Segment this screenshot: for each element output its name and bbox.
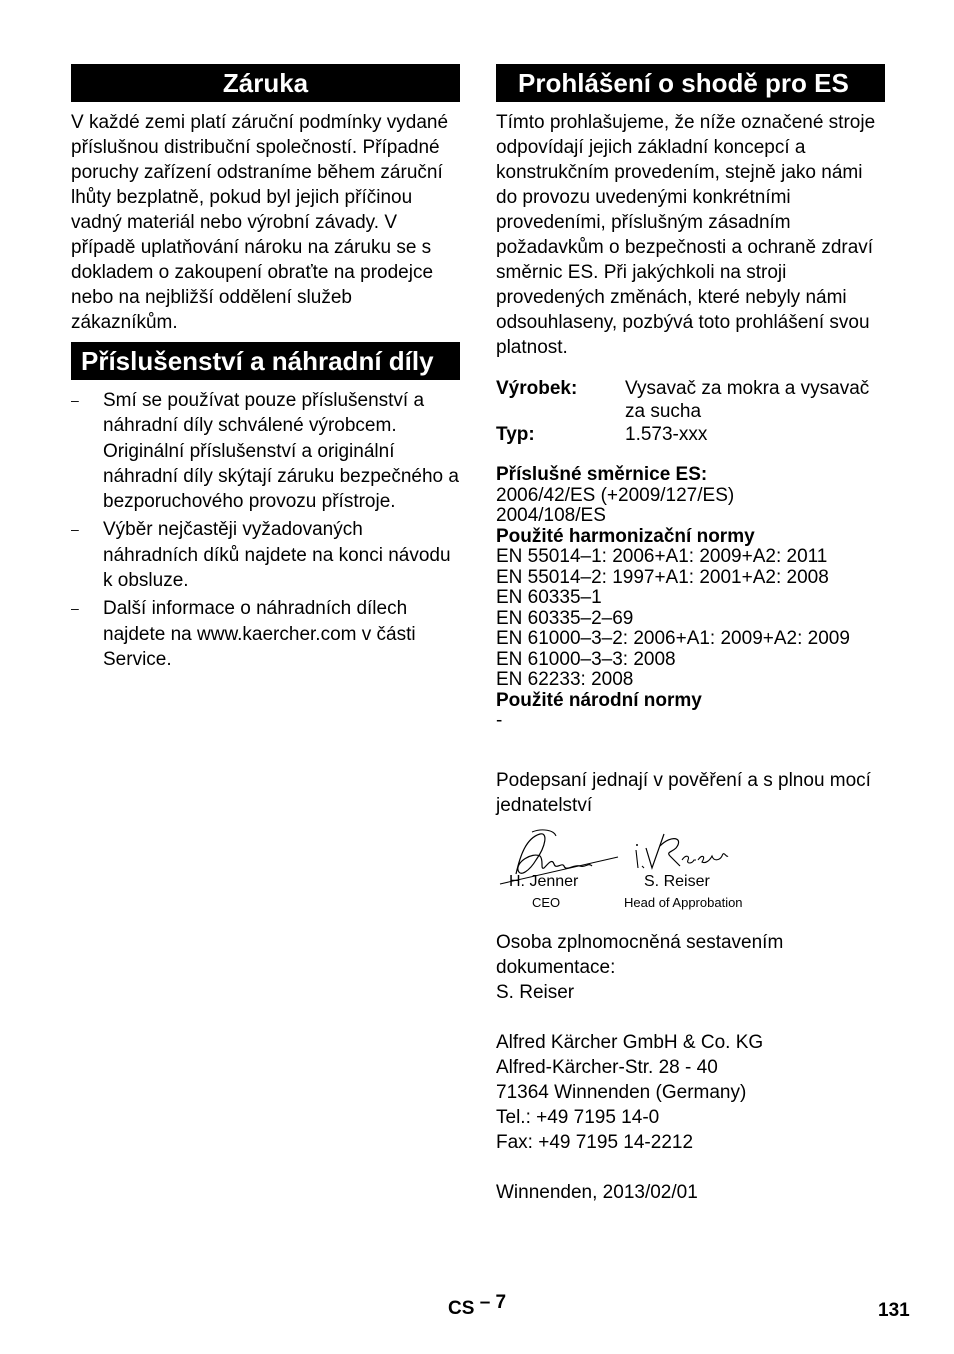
product-label: Výrobek: (496, 378, 578, 399)
standard-line: EN 61000–3–3: 2008 (496, 648, 676, 670)
signatories-text: Podepsaní jednají v pověření a s plnou mocí jednatelství (496, 769, 871, 816)
bullet-dash: – (71, 600, 79, 617)
declaration-heading: Prohlášení o shodě pro ES (496, 64, 885, 102)
standard-line: EN 60335–1 (496, 587, 602, 608)
right-column (496, 64, 885, 1205)
directive-line: 2006/42/ES (+2009/127/ES) (496, 484, 735, 506)
accessories-list (71, 388, 460, 672)
list-item: – Výběr nejčastěji vyžadovaných náhradních díků najdete na konci návodu k obsluze. (71, 519, 451, 592)
standard-line: EN 61000–3–2: 2006+A1: 2009+A2: 2009 (496, 628, 850, 649)
national-value: - (496, 710, 503, 731)
page-number: 131 (878, 1300, 910, 1321)
signature-name-reiser: S. Reiser (644, 872, 710, 890)
address-line: Tel.: +49 7195 14-0 (496, 1106, 660, 1128)
type-label: Typ: (496, 424, 535, 445)
standards-block (496, 465, 885, 732)
authorized-text: Osoba zplnomocněná sestavením dokumentace: (496, 931, 784, 978)
list-item: – Další informace o náhradních dílech najdete na www.kaercher.com v části Service. (71, 598, 416, 670)
standard-line: EN 62233: 2008 (496, 669, 634, 690)
footer-lang: CS (448, 1298, 475, 1319)
warranty-heading: Záruka (71, 64, 460, 102)
address-line: Alfred-Kärcher-Str. 28 - 40 (496, 1056, 718, 1078)
address-line: 71364 Winnenden (Germany) (496, 1081, 747, 1103)
signature-role-jenner: CEO (532, 894, 561, 910)
address-line: Alfred Kärcher GmbH & Co. KG (496, 1031, 764, 1053)
place-date: Winnenden, 2013/02/01 (496, 1181, 698, 1203)
standard-line: EN 60335–2–69 (496, 607, 634, 629)
bullet-dash: – (71, 392, 79, 408)
directive-line: 2004/108/ES (496, 505, 606, 526)
footer-section-page: – 7 (479, 1292, 507, 1313)
product-info (496, 377, 885, 446)
left-column (71, 64, 460, 672)
standard-line: EN 55014–1: 2006+A1: 2009+A2: 2011 (496, 546, 828, 567)
address-line: Fax: +49 7195 14-2212 (496, 1131, 694, 1153)
bullet-dash: – (71, 521, 79, 538)
footer-section (448, 1292, 507, 1320)
accessories-heading: Příslušenství a náhradní díly (71, 342, 460, 380)
directives-heading: Příslušné směrnice ES: (496, 464, 708, 485)
signature-area (496, 826, 885, 918)
signature-role-reiser: Head of Approbation (624, 894, 743, 910)
authorized-name: S. Reiser (496, 981, 575, 1003)
warranty-text: V každé zemi platí záruční podmínky vydané příslušnou distribuční společností. Případné poruchy zařízení odstraníme během záruční lhůty bezplatně, pokud byl jejich příčinou vadný materiál nebo výrobní závady. V případě uplatňování nároku na záruku se s dokladem o zakoupení obraťte na prodejce nebo na nejbližší oddělení služeb zákazníkům. (71, 112, 449, 333)
company-address (496, 1030, 885, 1155)
standard-line: EN 55014–2: 1997+A1: 2001+A2: 2008 (496, 566, 829, 588)
product-value: Vysavač za mokra a vysavač za sucha (625, 378, 870, 422)
harmonized-heading: Použité harmonizační normy (496, 525, 755, 547)
list-item: – Smí se používat pouze příslušenství a náhradní díly schválené výrobcem. Originální příslušenství a originální náhradní díly skýtají záruku bezpečného a bezporuchového provozu přístroje. (71, 390, 459, 513)
declaration-intro: Tímto prohlašujeme, že níže označené stroje odpovídají jejich základní koncepcí a konstrukčním provedením, stejně jako námi do provozu uvedenými konkrétními provedeními, příslušným zásadním požadavkům o bezpečnosti a ochraně zdraví směrnic ES. Při jakýchkoli na stroji provedených změnách, které nebyly námi odsouhlaseny, pozbývá toto prohlášení svou platnost. (496, 112, 876, 358)
national-heading: Použité národní normy (496, 689, 702, 711)
type-value: 1.573-xxx (625, 424, 708, 445)
signature-name-jenner: H. Jenner (509, 872, 579, 890)
